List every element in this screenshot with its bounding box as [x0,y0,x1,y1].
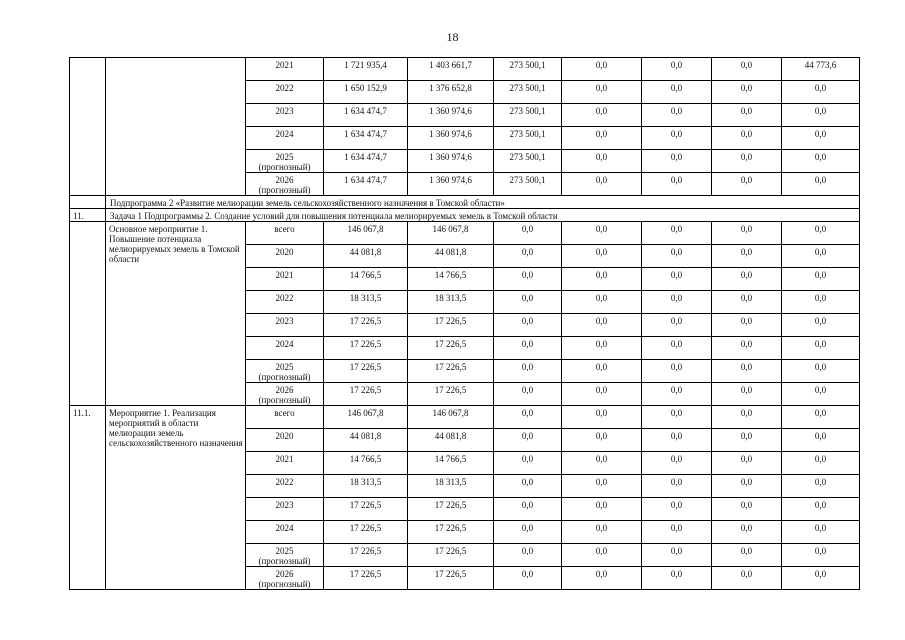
year-label: 2025 [275,152,294,162]
value-cell: 0,0 [562,521,642,544]
value-cell: 0,0 [494,475,562,498]
year-label: всего [274,224,295,234]
value-cell: 0,0 [782,337,860,360]
value-cell: 0,0 [642,521,712,544]
value-cell: 1 403 661,7 [408,58,494,81]
value-cell: 0,0 [782,360,860,383]
year-label: 2020 [275,247,294,257]
value-cell: 0,0 [562,314,642,337]
value-cell: 0,0 [494,222,562,245]
year-label: всего [274,408,295,418]
page-number: 18 [446,30,459,44]
value-cell: 1 634 474,7 [324,150,408,173]
year-cell [246,567,324,590]
year-label: 2026 [275,175,294,185]
value-cell: 0,0 [642,268,712,291]
value-cell: 14 766,5 [324,452,408,475]
year-note: (прогнозный) [258,556,311,566]
year-cell [246,337,324,360]
value-cell: 1 360 974,6 [408,104,494,127]
value-cell: 0,0 [712,360,782,383]
value-cell: 0,0 [782,104,860,127]
value-cell: 1 634 474,7 [324,173,408,196]
table-row [70,58,860,81]
value-cell: 0,0 [642,314,712,337]
value-cell: 0,0 [782,521,860,544]
year-cell [246,222,324,245]
activity-index [70,222,106,406]
value-cell: 18 313,5 [324,475,408,498]
value-cell: 0,0 [562,150,642,173]
value-cell: 0,0 [642,360,712,383]
value-cell: 17 226,5 [324,521,408,544]
value-cell: 0,0 [494,383,562,406]
year-label: 2021 [275,60,294,70]
value-cell: 0,0 [642,291,712,314]
value-cell: 0,0 [562,406,642,429]
value-cell: 0,0 [562,337,642,360]
value-cell: 44 773,6 [782,58,860,81]
value-cell: 0,0 [562,498,642,521]
value-cell: 0,0 [782,173,860,196]
value-cell: 0,0 [782,127,860,150]
value-cell: 17 226,5 [408,360,494,383]
value-cell: 0,0 [712,81,782,104]
year-cell [246,291,324,314]
value-cell: 0,0 [642,127,712,150]
value-cell: 146 067,8 [324,222,408,245]
activity-name: Мероприятие 1. Реализация мероприятий в области мелиорации земель сельскохозяйственного назначения [106,406,246,590]
year-cell [246,452,324,475]
value-cell: 0,0 [494,429,562,452]
year-cell [246,360,324,383]
year-cell [246,544,324,567]
year-label: 2023 [275,316,294,326]
subprogram-title: Подпрограмма 2 «Развитие мелиорации земель сельскохозяйственного назначения в Томской области» [106,196,860,209]
value-cell: 273 500,1 [494,150,562,173]
value-cell: 0,0 [712,544,782,567]
year-label: 2026 [275,385,294,395]
value-cell: 0,0 [712,268,782,291]
value-cell: 17 226,5 [408,337,494,360]
value-cell: 1 376 652,8 [408,81,494,104]
table-row [70,222,860,245]
year-label: 2024 [275,129,294,139]
value-cell: 0,0 [782,567,860,590]
value-cell: 0,0 [642,498,712,521]
value-cell: 17 226,5 [324,567,408,590]
value-cell: 18 313,5 [324,291,408,314]
value-cell: 0,0 [642,544,712,567]
value-cell: 273 500,1 [494,173,562,196]
year-note: (прогнозный) [258,372,311,382]
value-cell: 0,0 [642,150,712,173]
value-cell: 0,0 [562,222,642,245]
value-cell: 0,0 [782,452,860,475]
table-row [70,406,860,429]
value-cell: 1 634 474,7 [324,104,408,127]
value-cell: 0,0 [562,81,642,104]
year-label: 2022 [275,477,294,487]
year-note: (прогнозный) [258,185,311,195]
budget-table [69,57,860,590]
value-cell: 1 360 974,6 [408,127,494,150]
value-cell: 0,0 [642,222,712,245]
value-cell: 0,0 [494,498,562,521]
year-label: 2022 [275,293,294,303]
year-cell [246,81,324,104]
value-cell: 0,0 [642,245,712,268]
year-cell [246,383,324,406]
value-cell: 0,0 [712,406,782,429]
value-cell: 0,0 [494,268,562,291]
value-cell: 0,0 [782,314,860,337]
value-cell: 17 226,5 [408,544,494,567]
year-cell [246,127,324,150]
value-cell: 0,0 [642,406,712,429]
value-cell: 44 081,8 [324,245,408,268]
value-cell: 0,0 [782,383,860,406]
value-cell: 0,0 [562,383,642,406]
value-cell: 273 500,1 [494,104,562,127]
value-cell: 14 766,5 [408,268,494,291]
value-cell: 1 650 152,9 [324,81,408,104]
year-cell [246,173,324,196]
value-cell: 0,0 [712,452,782,475]
value-cell: 0,0 [782,406,860,429]
year-label: 2025 [275,362,294,372]
year-cell [246,150,324,173]
year-cell [246,475,324,498]
value-cell: 0,0 [782,291,860,314]
value-cell: 0,0 [494,452,562,475]
year-cell [246,406,324,429]
value-cell: 44 081,8 [324,429,408,452]
task-index: 11. [70,209,106,222]
task-row [70,209,860,222]
value-cell: 1 721 935,4 [324,58,408,81]
year-label: 2023 [275,500,294,510]
value-cell: 0,0 [494,337,562,360]
year-label: 2022 [275,83,294,93]
value-cell: 0,0 [562,567,642,590]
value-cell: 1 360 974,6 [408,150,494,173]
value-cell: 0,0 [494,245,562,268]
value-cell: 0,0 [642,173,712,196]
year-label: 2024 [275,523,294,533]
value-cell: 0,0 [782,475,860,498]
value-cell: 17 226,5 [324,383,408,406]
value-cell: 0,0 [712,58,782,81]
value-cell: 0,0 [562,475,642,498]
value-cell: 0,0 [782,544,860,567]
value-cell: 17 226,5 [324,337,408,360]
value-cell: 0,0 [562,360,642,383]
value-cell: 0,0 [782,222,860,245]
value-cell: 0,0 [494,521,562,544]
year-cell [246,314,324,337]
year-cell [246,104,324,127]
value-cell: 0,0 [782,429,860,452]
value-cell: 0,0 [494,406,562,429]
year-cell [246,58,324,81]
year-label: 2026 [275,569,294,579]
value-cell: 0,0 [712,150,782,173]
value-cell: 0,0 [562,127,642,150]
value-cell: 0,0 [562,268,642,291]
value-cell: 0,0 [642,429,712,452]
value-cell: 17 226,5 [408,314,494,337]
value-cell: 14 766,5 [408,452,494,475]
value-cell: 17 226,5 [324,314,408,337]
value-cell: 273 500,1 [494,58,562,81]
value-cell: 0,0 [642,567,712,590]
year-cell [246,245,324,268]
year-label: 2021 [275,454,294,464]
value-cell: 0,0 [712,127,782,150]
value-cell: 0,0 [642,337,712,360]
value-cell: 0,0 [562,452,642,475]
year-label: 2024 [275,339,294,349]
value-cell: 17 226,5 [408,498,494,521]
value-cell: 146 067,8 [408,406,494,429]
value-cell: 18 313,5 [408,291,494,314]
value-cell: 0,0 [494,314,562,337]
value-cell: 0,0 [642,452,712,475]
value-cell: 0,0 [494,291,562,314]
value-cell: 0,0 [562,291,642,314]
value-cell: 0,0 [712,475,782,498]
value-cell: 44 081,8 [408,429,494,452]
value-cell: 0,0 [494,567,562,590]
value-cell: 0,0 [712,291,782,314]
value-cell: 0,0 [782,81,860,104]
value-cell: 44 081,8 [408,245,494,268]
value-cell: 0,0 [712,567,782,590]
value-cell: 0,0 [782,268,860,291]
value-cell: 0,0 [562,245,642,268]
value-cell: 0,0 [562,544,642,567]
value-cell: 1 360 974,6 [408,173,494,196]
value-cell: 0,0 [712,498,782,521]
value-cell: 18 313,5 [408,475,494,498]
value-cell: 0,0 [642,81,712,104]
year-cell [246,521,324,544]
activity-index: 11.1. [70,406,106,590]
value-cell: 146 067,8 [324,406,408,429]
value-cell: 0,0 [562,429,642,452]
value-cell: 273 500,1 [494,127,562,150]
activity-name: Основное мероприятие 1. Повышение потенциала мелиорируемых земель в Томской области [106,222,246,406]
value-cell: 0,0 [494,544,562,567]
value-cell: 0,0 [712,104,782,127]
year-label: 2023 [275,106,294,116]
value-cell: 17 226,5 [324,498,408,521]
year-note: (прогнозный) [258,162,311,172]
value-cell: 0,0 [642,104,712,127]
value-cell: 0,0 [642,58,712,81]
value-cell: 273 500,1 [494,81,562,104]
value-cell: 0,0 [642,383,712,406]
value-cell: 0,0 [712,429,782,452]
year-label: 2025 [275,546,294,556]
value-cell: 0,0 [712,521,782,544]
value-cell: 0,0 [642,475,712,498]
value-cell: 17 226,5 [408,521,494,544]
value-cell: 0,0 [782,245,860,268]
value-cell: 0,0 [712,337,782,360]
value-cell: 0,0 [712,245,782,268]
value-cell: 0,0 [562,173,642,196]
value-cell: 17 226,5 [324,544,408,567]
value-cell: 1 634 474,7 [324,127,408,150]
year-label: 2020 [275,431,294,441]
year-cell [246,268,324,291]
year-cell [246,429,324,452]
task-title: Задача 1 Подпрограммы 2. Создание условий для повышения потенциала мелиорируемых земель в Томской области [106,209,860,222]
value-cell: 0,0 [494,360,562,383]
value-cell: 17 226,5 [324,360,408,383]
value-cell: 146 067,8 [408,222,494,245]
name-cell [106,58,246,196]
value-cell: 0,0 [782,498,860,521]
year-note: (прогнозный) [258,579,311,589]
value-cell: 0,0 [712,314,782,337]
index-cell [70,58,106,196]
value-cell: 0,0 [712,383,782,406]
year-note: (прогнозный) [258,395,311,405]
value-cell: 17 226,5 [408,383,494,406]
value-cell: 0,0 [562,104,642,127]
value-cell: 0,0 [712,173,782,196]
index-cell [70,196,106,209]
value-cell: 0,0 [782,150,860,173]
value-cell: 17 226,5 [408,567,494,590]
value-cell: 0,0 [562,58,642,81]
year-cell [246,498,324,521]
value-cell: 14 766,5 [324,268,408,291]
year-label: 2021 [275,270,294,280]
value-cell: 0,0 [712,222,782,245]
subprogram-row [70,196,860,209]
